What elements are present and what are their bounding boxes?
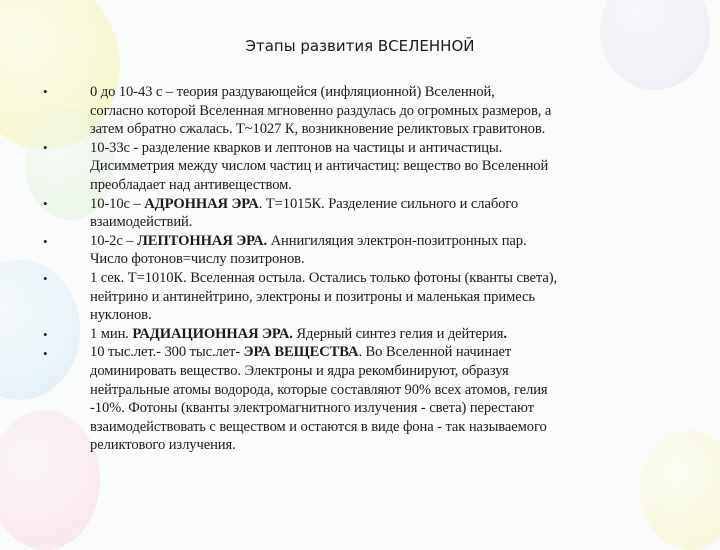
text-segment: затем обратно сжалась. Т~1027 К, возникновение реликтовых гравитонов. — [90, 121, 546, 138]
bullet-icon: • — [43, 346, 48, 361]
text-line — [90, 195, 700, 214]
text-segment: взаимодействовать с веществом и остаются в виде фона - так называемого — [90, 418, 547, 435]
text-segment-bold: ЭРА ВЕЩЕСТВА — [243, 344, 359, 361]
text-line — [90, 120, 700, 139]
text-segment: 10-10с – — [90, 195, 145, 212]
text-line — [90, 418, 700, 437]
text-segment: преобладает над антивеществом. — [90, 176, 292, 193]
text-segment: Дисимметрия между числом частиц и античастиц: вещество во Вселенной — [90, 158, 549, 175]
text-segment: нейтрино и антинейтрино, электроны и позитроны и маленькая примесь — [90, 288, 535, 305]
text-line — [90, 83, 700, 102]
text-line — [90, 213, 700, 232]
text-line — [90, 343, 700, 362]
text-segment: взаимодействий. — [90, 214, 193, 231]
text-segment-bold: АДРОННАЯ ЭРА — [144, 195, 259, 212]
text-segment: согласно которой Вселенная мгновенно раздулась до огромных размеров, а — [90, 102, 552, 119]
text-segment: доминировать вещество. Электроны и ядра рекомбинируют, образуя — [90, 362, 509, 379]
text-line — [90, 269, 700, 288]
text-line — [90, 102, 700, 121]
text-segment: 10 тыс.лет.- 300 тыс.лет- — [90, 344, 244, 361]
bullet-icon: • — [43, 234, 48, 249]
text-segment: 0 до 10-43 с – теория раздувающейся (инфляционной) Вселенной, — [90, 84, 495, 100]
text-line — [90, 381, 700, 400]
text-segment: нуклонов. — [90, 307, 152, 324]
text-segment: . Во Вселенной начинает — [358, 344, 512, 361]
text-segment: Аннигиляция электрон-позитронных пар. — [267, 232, 527, 249]
text-line — [90, 306, 700, 325]
balloon-decoration-pink — [0, 410, 100, 550]
balloon-decoration-blue — [0, 260, 80, 400]
bullet-icon: • — [43, 271, 48, 286]
text-line — [90, 232, 700, 251]
text-segment-bold: . — [503, 325, 507, 342]
text-segment: . Т=1015К. Разделение сильного и слабого — [258, 195, 519, 212]
text-line — [90, 157, 700, 176]
text-segment: 10-2с – — [90, 232, 138, 249]
text-line — [90, 139, 700, 158]
text-line — [90, 436, 700, 455]
text-segment: Число фотонов=числу позитронов. — [90, 251, 305, 268]
text-segment-bold: РАДИАЦИОННАЯ ЭРА. — [132, 325, 293, 342]
body-text — [90, 83, 700, 455]
text-line — [90, 176, 700, 195]
bullet-icon: • — [43, 140, 48, 155]
bullet-icon: • — [43, 196, 48, 211]
text-segment: 1 сек. Т=1010К. Вселенная остыла. Остались только фотоны (кванты света), — [90, 269, 558, 286]
slide-title: Этапы развития ВСЕЛЕННОЙ — [245, 37, 475, 55]
text-segment-bold: ЛЕПТОННАЯ ЭРА. — [137, 232, 268, 249]
bullet-icon: • — [43, 327, 48, 342]
text-line — [90, 399, 700, 418]
text-line — [90, 325, 700, 344]
text-segment: нейтральные атомы водорода, которые составляют 90% всех атомов, гелия — [90, 381, 548, 398]
text-line — [90, 362, 700, 381]
text-line — [90, 288, 700, 307]
text-segment: 10-33с - разделение кварков и лептонов на частицы и античастицы. — [90, 139, 503, 156]
text-segment: Ядерный синтез гелия и дейтерия — [292, 325, 504, 342]
text-line — [90, 250, 700, 269]
bullet-icon: • — [43, 84, 48, 99]
text-segment: реликтового излучения. — [90, 437, 236, 454]
text-segment: 1 мин. — [90, 325, 133, 342]
text-segment: -10%. Фотоны (кванты электромагнитного излучения - света) перестают — [90, 400, 534, 417]
